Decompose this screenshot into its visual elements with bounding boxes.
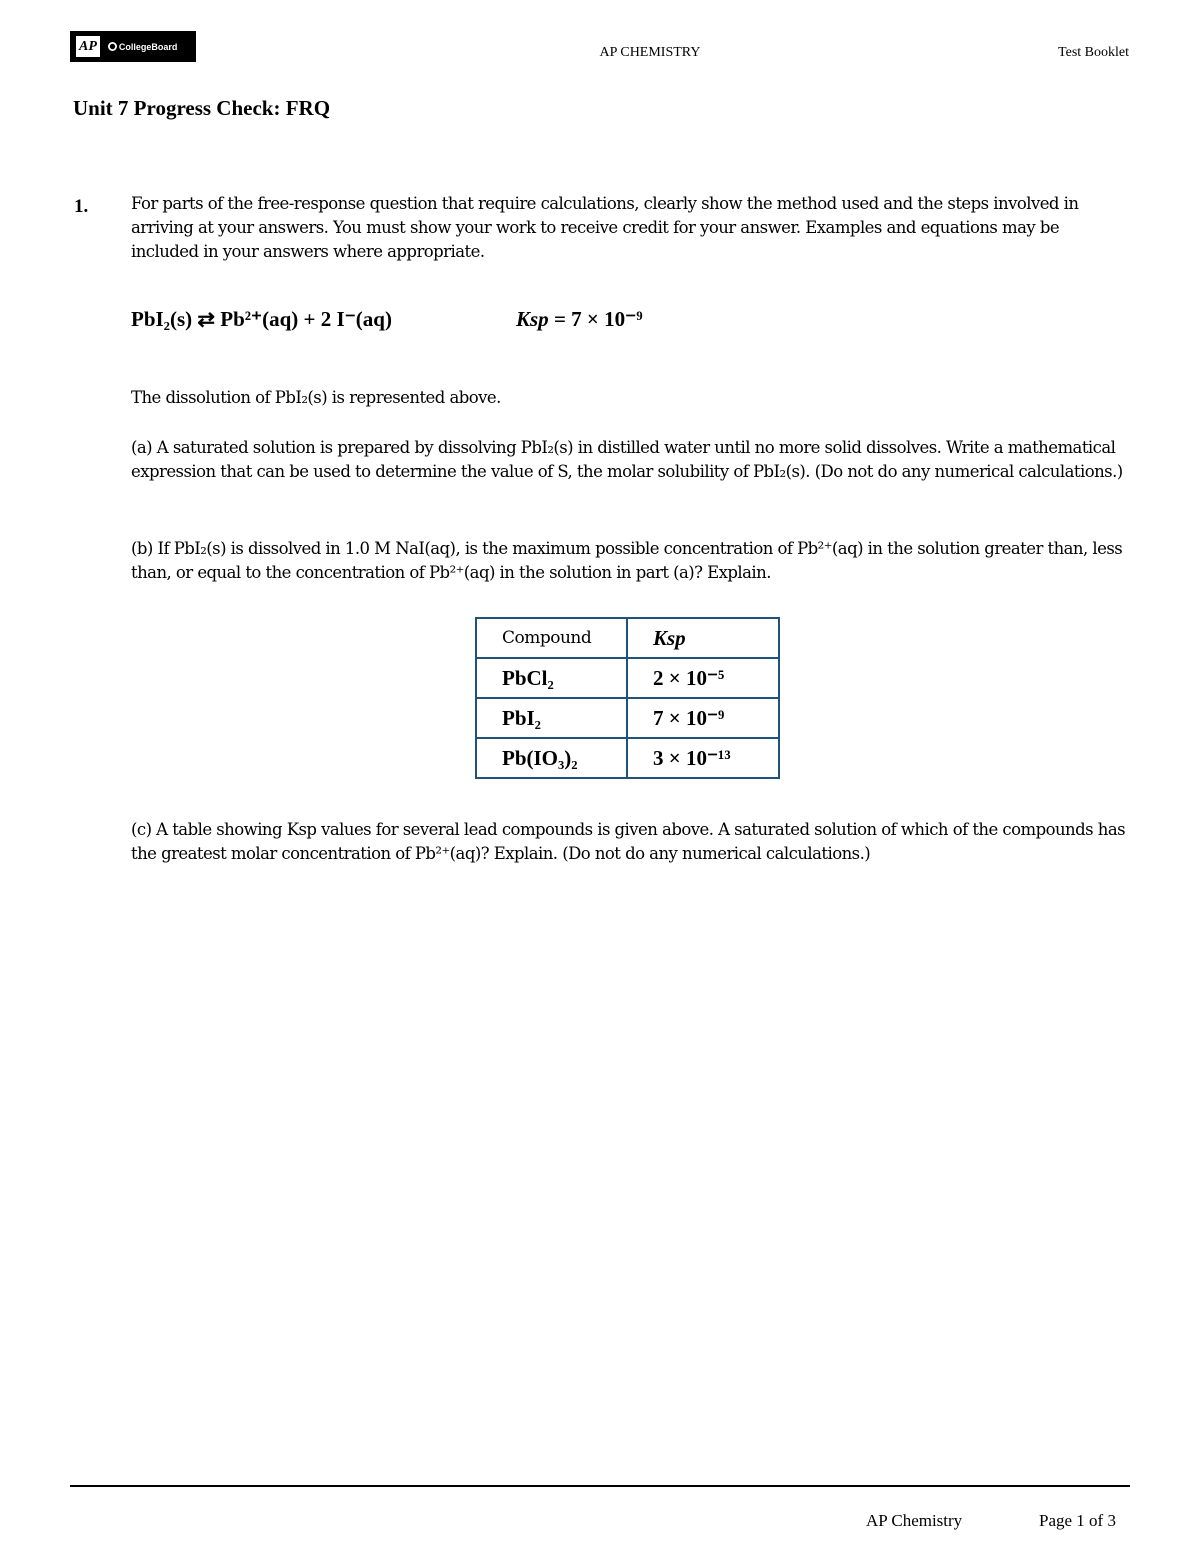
page-number: Page 1 of 3 (1039, 1511, 1116, 1530)
header-booklet-label: Test Booklet (1058, 45, 1129, 60)
table-header-ksp: Ksp (627, 618, 779, 658)
part-b-text: (b) If PbI₂(s) is dissolved in 1.0 M NaI(aq), is the maximum possible concentration of Pb²⁺(aq) in the solution greater than, less than, or equal to the concentration of Pb²⁺(aq) in the solution in part (a)? Explain. (131, 539, 1123, 582)
footer-divider (70, 1485, 1130, 1487)
table-row (476, 738, 779, 778)
ksp-symbol: Ksp (516, 307, 549, 331)
footer-subject: AP Chemistry (866, 1511, 963, 1530)
dissolution-equation (131, 307, 643, 332)
equation-ksp: Ksp = 7 × 10⁻⁹ (516, 307, 643, 331)
compound-cell: PbI₂ (476, 698, 627, 738)
ksp-cell: 7 × 10⁻⁹ (627, 698, 779, 738)
header-subject: AP CHEMISTRY (599, 45, 701, 60)
collegeboard-label: CollegeBoard (118, 41, 178, 52)
compound-cell: Pb(IO₃)₂ (476, 738, 627, 778)
ksp-cell: 3 × 10⁻¹³ (627, 738, 779, 778)
equilibrium-arrow: ⇄ (197, 307, 215, 331)
question-number: 1. (74, 196, 89, 217)
part-c-text: (c) A table showing Ksp values for several lead compounds is given above. A saturated solution of which of the compounds has the greatest molar concentration of Pb²⁺(aq)? Explain. (Do not do any numerical calculations.) (131, 820, 1126, 863)
ap-logo-mark: AP (76, 36, 100, 57)
table-row (476, 658, 779, 698)
ksp-cell: 2 × 10⁻⁵ (627, 658, 779, 698)
equation-products: Pb²⁺(aq) + 2 I⁻(aq) (220, 307, 392, 331)
question-instructions: For parts of the free-response question that require calculations, clearly show the method used and the steps involved in arriving at your answers. You must show your work to receive credit for your answer. Examples and equations may be included in your answers where appropriate. (131, 194, 1079, 261)
ksp-table (475, 617, 780, 779)
page-title: Unit 7 Progress Check: FRQ (73, 96, 331, 120)
compound-cell: PbCl₂ (476, 658, 627, 698)
table-row (476, 698, 779, 738)
table-header-compound: Compound (476, 618, 627, 658)
dissolution-statement: The dissolution of PbI₂(s) is represented above. (131, 388, 501, 407)
ksp-value: 7 × 10⁻⁹ (571, 307, 643, 331)
equation-reactant: PbI₂(s) (131, 307, 193, 331)
table-header-row (476, 618, 779, 658)
part-a-text: (a) A saturated solution is prepared by dissolving PbI₂(s) in distilled water until no more solid dissolves. Write a mathematical expression that can be used to determine the value of S, the molar solubility of PbI₂(s). (Do not do any numerical calculations.) (131, 438, 1123, 481)
